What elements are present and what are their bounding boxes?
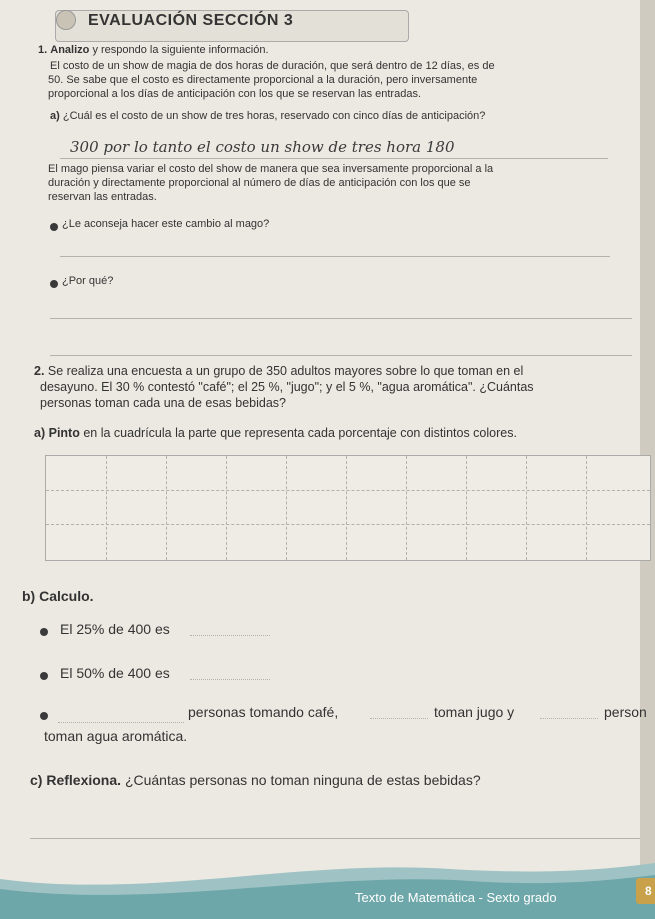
bullet [50,280,58,288]
q2-b-item1: El 25% de 400 es [60,621,170,637]
answer-blank[interactable] [58,722,184,723]
q1-mago-line1: El mago piensa variar el costo del show de manera que sea inversamente proporcional a la [48,163,494,175]
section-icon [56,10,76,30]
q1-bullet1: ¿Le aconseja hacer este cambio al mago? [62,218,270,230]
grid-line [286,456,287,560]
bullet [40,672,48,680]
answer-blank[interactable] [540,718,598,719]
answer-line [60,256,610,257]
q2-para-line1 [34,364,523,378]
page-title: EVALUACIÓN SECCIÓN 3 [88,12,294,29]
q1-mago-line2: duración y directamente proporcional al número de días de anticipación con los que se [48,177,471,189]
q2-para-line3: personas toman cada una de esas bebidas? [40,396,287,410]
footer-band [0,849,655,919]
q2-para-line2: desayuno. El 30 % contestó "café"; el 25 %, "jugo"; y el 5 %, "agua aromática". ¿Cuántas [40,380,534,394]
q1-intro [38,44,269,56]
q1-number: 1. [38,44,48,56]
grid-line [166,456,167,560]
grid-line [466,456,467,560]
bullet [40,712,48,720]
q1-a-question [50,110,485,122]
q1-a-handwritten-answer: 300 por lo tanto el costo un show de tres hora 180 [70,138,455,156]
q1-intro-rest: y respondo la siguiente información. [92,44,269,56]
answer-line [60,158,608,159]
q2-b-item3-part1: personas tomando café, [188,704,339,720]
grid-line [346,456,347,560]
answer-blank[interactable] [190,635,270,636]
coloring-grid[interactable] [45,455,651,561]
page-number: 8 [645,884,652,898]
q2-a-rest: en la cuadrícula la parte que representa cada porcentaje con distintos colores. [83,426,517,440]
q2-para-line1-text: Se realiza una encuesta a un grupo de 350 adultos mayores sobre lo que toman en el [47,364,524,378]
q2-c-bold: Reflexiona. [46,772,122,788]
q2-number: 2. [34,364,45,378]
q1-para-line1: El costo de un show de magia de dos horas de duración, que será dentro de 12 días, es de [50,60,495,72]
q2-b-item2: El 50% de 400 es [60,665,170,681]
grid-line [226,456,227,560]
footer-text: Texto de Matemática - Sexto grado [355,890,557,905]
answer-blank[interactable] [190,679,270,680]
answer-line [50,318,632,319]
q2-b-item3-line2: toman agua aromática. [44,728,188,744]
bullet [40,628,48,636]
grid-line [526,456,527,560]
grid-line [106,456,107,560]
answer-blank[interactable] [370,718,428,719]
q1-intro-bold: Analizo [50,44,90,56]
q1-para-line3: proporcional a los días de anticipación con los que se reservan las entradas. [48,88,422,100]
answer-line [30,838,640,839]
grid-line [406,456,407,560]
q1-para-line2: 50. Se sabe que el costo es directamente proporcional a la duración, pero inversamente [48,74,478,86]
q2-b-item3-part3: person [604,704,647,720]
q1-a-label: a) [50,110,60,122]
q1-mago-line3: reservan las entradas. [48,191,157,203]
q1-bullet2: ¿Por qué? [62,275,114,287]
q2-c-label: c) [30,772,43,788]
grid-line [46,524,650,525]
grid-line [586,456,587,560]
q2-a-instruction [34,426,517,440]
q2-a-bold: Pinto [48,426,80,440]
q2-b-label: b) Calculo. [22,588,94,604]
q2-a-label: a) [34,426,46,440]
answer-line [50,355,632,356]
q1-a-text: ¿Cuál es el costo de un show de tres horas, reservado con cinco días de anticipación? [62,110,486,122]
bullet [50,223,58,231]
q2-c-question [30,772,481,788]
grid-line [46,490,650,491]
q2-c-rest: ¿Cuántas personas no toman ninguna de estas bebidas? [124,772,481,788]
q2-b-item3-part2: toman jugo y [434,704,515,720]
